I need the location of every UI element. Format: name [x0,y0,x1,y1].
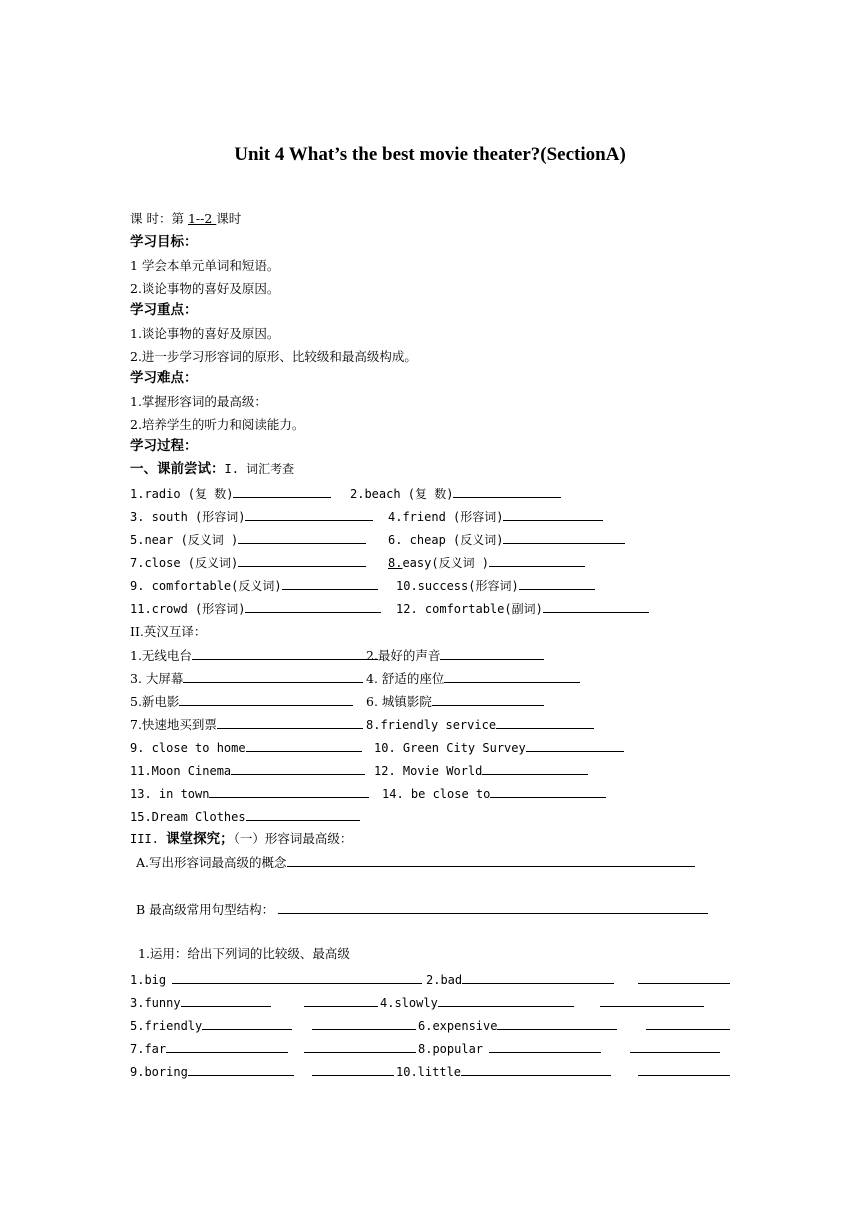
vocab-number: 8. [388,556,403,570]
translate-prompt: 9. close to home [130,741,246,755]
translate-prompt: 7.快速地买到票 [130,717,217,732]
vocab-prompt: 12. comfortable(副词) [396,602,543,616]
lesson-label: 课 时：第 [130,211,188,226]
answer-blank[interactable] [209,784,369,798]
answer-blank[interactable] [312,1062,394,1076]
vocab-prompt: 9. comfortable(反义词) [130,579,282,593]
vocab-prompt: 11.crowd (形容词) [130,602,246,616]
lesson-value: 1--2 [187,211,217,226]
answer-blank[interactable] [638,1062,730,1076]
answer-blank[interactable] [280,970,422,984]
vocab-prompt: 3. south (形容词) [130,510,246,524]
translate-prompt: 15.Dream Clothes [130,810,246,824]
answer-blank[interactable] [543,599,649,613]
translate-prompt: 10. Green City Survey [374,741,526,755]
translate-prompt: 12. Movie World [374,764,483,778]
answer-blank[interactable] [630,1039,720,1053]
answer-blank[interactable] [202,1016,292,1030]
answer-blank[interactable] [172,970,282,984]
answer-blank[interactable] [217,715,363,729]
answer-blank[interactable] [482,761,588,775]
vocab-prompt: 6. cheap (反义词) [388,533,504,547]
answer-blank[interactable] [238,553,366,567]
vocab-prompt: 5.near (反义词 ) [130,533,239,547]
difficulties-heading: 学习难点： [130,370,198,386]
translate-prompt: 3. 大屏幕 [130,671,184,686]
vocab-prompt: 4.friend (形容词) [388,510,504,524]
word-prompt: 3.funny [130,996,181,1010]
answer-blank[interactable] [503,507,603,521]
answer-blank[interactable] [489,1039,601,1053]
answer-blank[interactable] [183,669,363,683]
goals-heading: 学习目标： [130,234,198,250]
vocab-prompt: 1.radio (复 数) [130,487,234,501]
goal-item: 2.谈论事物的喜好及原因。 [130,281,280,296]
answer-blank[interactable] [526,738,624,752]
part1-sub: I. 词汇考查 [224,462,295,476]
concept-b-prompt: B 最高级常用句型结构： [136,902,275,917]
answer-blank[interactable] [245,599,381,613]
answer-blank[interactable] [462,970,614,984]
answer-blank[interactable] [438,993,574,1007]
part3-heading [130,830,730,848]
answer-blank[interactable] [453,484,561,498]
key-point-item: 2.进一步学习形容词的原形、比较级和最高级构成。 [130,349,417,364]
part2-heading: II.英汉互译： [130,624,207,639]
lesson-suffix: 课时 [216,211,242,226]
answer-blank[interactable] [246,738,362,752]
page-title: Unit 4 What’s the best movie theater?(SectionA) [234,144,626,165]
answer-blank[interactable] [304,993,378,1007]
answer-blank[interactable] [646,1016,730,1030]
word-prompt: 8.popular [418,1042,484,1056]
answer-blank[interactable] [278,900,708,914]
answer-blank[interactable] [503,530,625,544]
word-prompt: 4.slowly [380,996,438,1010]
vocab-prompt: 2.beach (复 数) [350,487,454,501]
goal-item: 1 学会本单元单词和短语。 [130,258,280,273]
translate-prompt: 8.friendly service [366,718,497,732]
answer-blank[interactable] [497,1016,617,1030]
translate-prompt: 11.Moon Cinema [130,764,232,778]
answer-blank[interactable] [231,761,365,775]
answer-blank[interactable] [638,970,730,984]
difficulty-item: 2.培养学生的听力和阅读能力。 [130,417,305,432]
translate-prompt: 14. be close to [382,787,491,801]
answer-blank[interactable] [519,576,595,590]
answer-blank[interactable] [181,993,271,1007]
concept-b-row [136,900,730,919]
translate-prompt: 5.新电影 [130,694,180,709]
lesson-hours [130,210,730,228]
translate-prompt: 1.无线电台 [130,648,192,663]
vocab-prompt: 10.success(形容词) [396,579,519,593]
answer-blank[interactable] [188,1062,294,1076]
part1-heading [130,460,730,478]
answer-blank[interactable] [192,646,378,660]
concept-a-prompt: A.写出形容词最高级的概念 [136,855,287,870]
word-prompt: 6.expensive [418,1019,498,1033]
answer-blank[interactable] [238,530,366,544]
answer-blank[interactable] [489,553,585,567]
word-prompt: 9.boring [130,1065,188,1079]
answer-blank[interactable] [233,484,331,498]
answer-blank[interactable] [444,669,580,683]
answer-blank[interactable] [440,646,544,660]
answer-blank[interactable] [496,715,594,729]
answer-blank[interactable] [600,993,704,1007]
word-prompt: 5.friendly [130,1019,203,1033]
concept-a-row [136,853,730,872]
answer-blank[interactable] [304,1039,416,1053]
exercise-heading: 1.运用：给出下列词的比较级、最高级 [138,946,350,961]
word-prompt: 1.big [130,973,167,987]
translate-prompt: 4. 舒适的座位 [366,671,445,686]
translate-prompt: 2.最好的声音 [366,648,441,663]
answer-blank[interactable] [312,1016,416,1030]
answer-blank[interactable] [490,784,606,798]
key-points-heading: 学习重点： [130,302,198,318]
vocab-prompt: 7.close (反义词) [130,556,239,570]
answer-blank[interactable] [246,807,360,821]
word-prompt: 7.far [130,1042,167,1056]
answer-blank[interactable] [282,576,378,590]
translate-prompt: 13. in town [130,787,210,801]
part1-title: 一、课前尝试： [130,461,225,477]
process-heading: 学习过程： [130,438,198,454]
vocab-prompt: easy(反义词 ) [402,556,490,570]
answer-blank[interactable] [166,1039,288,1053]
part3-sub: （一）形容词最高级： [233,831,353,846]
answer-blank[interactable] [461,1062,611,1076]
word-prompt: 2.bad [426,973,463,987]
answer-blank[interactable] [179,692,353,706]
answer-blank[interactable] [432,692,544,706]
word-prompt: 10.little [396,1065,462,1079]
part3-prefix: III. [130,832,167,846]
difficulty-item: 1.掌握形容词的最高级： [130,394,267,409]
answer-blank[interactable] [287,853,695,867]
part3-title: 课堂探究； [166,831,234,847]
key-point-item: 1.谈论事物的喜好及原因。 [130,326,280,341]
answer-blank[interactable] [245,507,373,521]
translate-prompt: 6. 城镇影院 [366,694,432,709]
